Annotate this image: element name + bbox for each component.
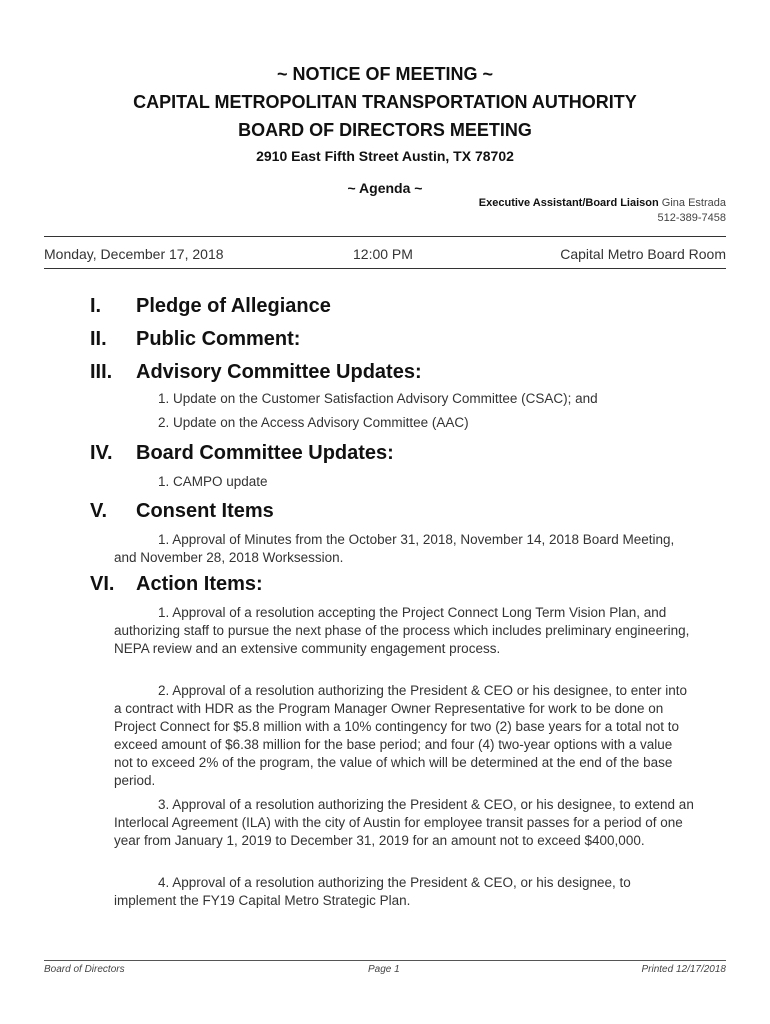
agenda-item: 4. Approval of a resolution authorizing the President & CEO, or his designee, to implement the FY19 Capital Metro Strategic Plan. [114, 875, 631, 908]
contact-role: Executive Assistant/Board Liaison [478, 197, 659, 209]
section-title: Action Items: [136, 573, 263, 595]
page-number: Page 1 [368, 964, 400, 975]
agenda-item: 2. Update on the Access Advisory Committee (AAC) [158, 415, 469, 430]
meta-divider [44, 268, 726, 269]
section-title: Board Committee Updates: [136, 442, 394, 464]
meeting-location: Capital Metro Board Room [560, 246, 726, 262]
agenda-item: 1. Approval of a resolution accepting the Project Connect Long Term Vision Plan, and authorizing staff to pursue the next phase of the process which includes preliminary engineering, NEPA review and an extensive community engagement process. [114, 605, 690, 656]
section-title: Consent Items [136, 500, 274, 522]
section-number: II. [90, 328, 107, 350]
agenda-label: ~ Agenda ~ [347, 180, 423, 196]
section-number: IV. [90, 442, 113, 464]
meeting-address: 2910 East Fifth Street Austin, TX 78702 [256, 148, 514, 164]
agenda-item: 1. Update on the Customer Satisfaction Advisory Committee (CSAC); and [158, 391, 598, 406]
contact-line [479, 197, 726, 209]
agenda-item: 3. Approval of a resolution authorizing the President & CEO, or his designee, to extend an Interlocal Agreement (ILA) with the city of Austin for employee transit passes for a period of one year from January 1, 2019 to December 31, 2019 for an amount not to exceed $400,000. [114, 797, 694, 848]
section-title: Public Comment: [136, 328, 301, 350]
printed-date: Printed 12/17/2018 [641, 964, 726, 975]
contact-name: Gina Estrada [661, 197, 726, 209]
meeting-title: BOARD OF DIRECTORS MEETING [238, 120, 532, 140]
section-title: Pledge of Allegiance [136, 295, 331, 317]
section-number: III. [90, 361, 113, 383]
organization-name: CAPITAL METROPOLITAN TRANSPORTATION AUTHORITY [133, 92, 637, 112]
notice-heading: ~ NOTICE OF MEETING ~ [276, 64, 494, 84]
agenda-item: 2. Approval of a resolution authorizing the President & CEO or his designee, to enter into a contract with HDR as the Program Manager Owner Representative for work to be done on Project Connect for $5.8 million with a 10% contingency for two (2) base years for a total not to exceed amount of $6.38 million for the base period; and four (4) two-year options with a value not to exceed 2% of the program, the value of which will be determined at the end of the base period. [114, 683, 688, 788]
top-divider [44, 236, 726, 237]
section-title: Advisory Committee Updates: [136, 361, 422, 383]
footer-left: Board of Directors [44, 964, 125, 975]
section-number: V. [90, 500, 108, 522]
meeting-date: Monday, December 17, 2018 [44, 246, 224, 262]
footer-divider [44, 960, 726, 961]
contact-phone: 512-389-7458 [657, 212, 726, 224]
section-number: I. [90, 295, 102, 317]
section-number: VI. [90, 573, 115, 595]
meeting-time: 12:00 PM [353, 246, 413, 262]
agenda-item: 1. CAMPO update [158, 474, 268, 489]
agenda-item: 1. Approval of Minutes from the October 31, 2018, November 14, 2018 Board Meeting, and November 28, 2018 Worksession. [114, 532, 675, 565]
